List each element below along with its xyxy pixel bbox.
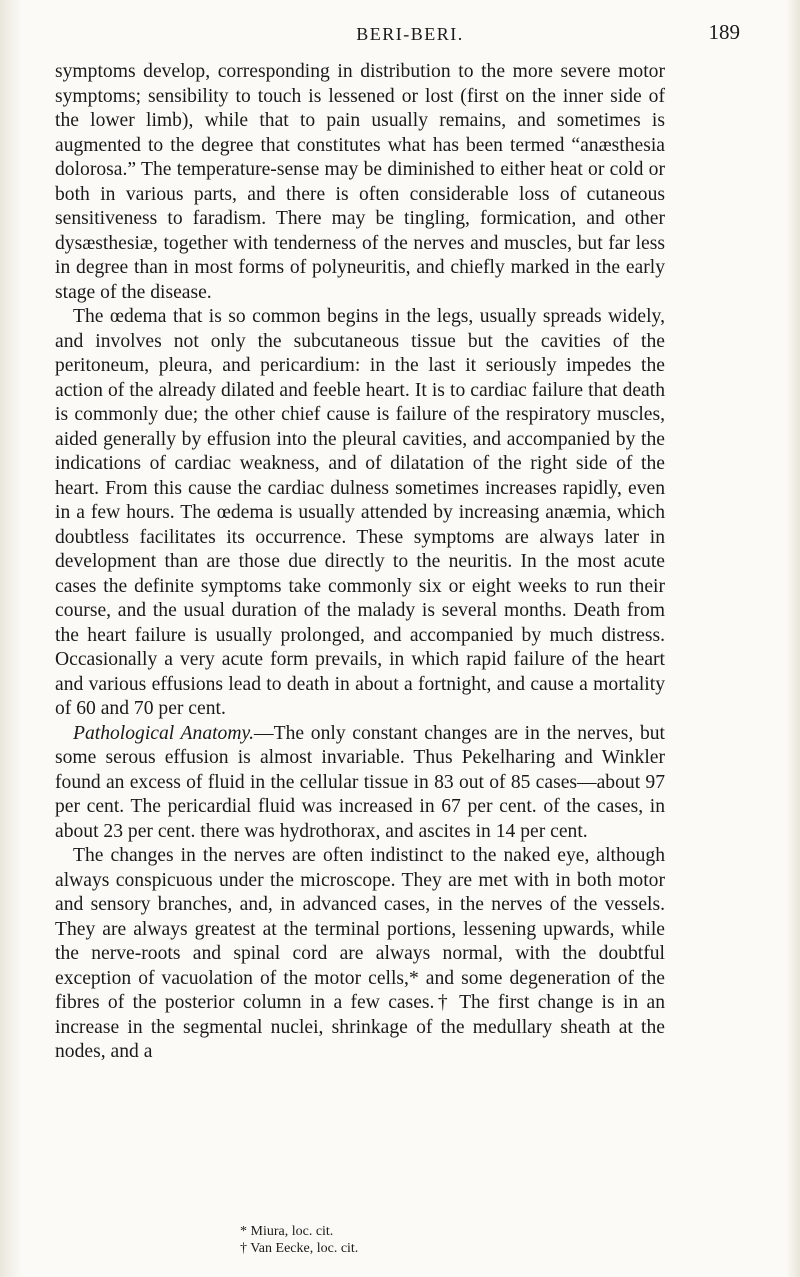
paragraph-text: The changes in the nerves are often indistinct to the naked eye, although always conspicuous under the microscope. They are met with in both motor and sensory branches, and, in advanced cases, in the nerves of the vessels. They are always greatest at the terminal portions, lessening upwards, while the nerve-roots and spinal cord are always normal, with the doubtful exception of vacuolation of the motor cells,* and some degeneration of the fibres of the posterior column in a few cases.† The first change is in an increase in the segmental nuclei, shrinkage of the medullary sheath at the nodes, and a bbox=[55, 845, 665, 1062]
body-text bbox=[55, 60, 665, 1065]
page-number: 189 bbox=[708, 20, 740, 44]
paragraph-pathological-anatomy bbox=[55, 722, 665, 845]
running-head: BERI-BERI. bbox=[356, 24, 464, 44]
paragraph-text: The œdema that is so common begins in the legs, usually spreads widely, and involves not only the subcutaneous tissue but the cavities of the peritoneum, pleura, and pericardium: in the last it seriously impedes the action of the already dilated and feeble heart. It is to cardiac failure that death is commonly due; the other chief cause is failure of the respiratory muscles, aided generally by effusion into the pleural cavities, and accompanied by the indications of cardiac weakness, and of dilatation of the right side of the heart. From this cause the cardiac dulness sometimes increases rapidly, even in a few hours. The œdema is usually attended by increasing anæmia, which doubtless facilitates its occurrence. These symptoms are always later in development than are those due directly to the neuritis. In the most acute cases the definite symptoms take commonly six or eight weeks to run their course, and the usual duration of the malady is several months. Death from the heart failure is usually prolonged, and accompanied by much distress. Occasionally a very acute form prevails, in which rapid failure of the heart and various effusions lead to death in about a fortnight, and cause a mortality of 60 and 70 per cent. bbox=[55, 306, 665, 719]
paragraph-text: —The only constant changes are in the nerves, but some serous effusion is almost invariable. Thus Pekelharing and Winkler found an excess of fluid in the cellular tissue in 83 out of 85 cases—about 97 per cent. The pericardial fluid was increased in 67 per cent. of the cases, in about 23 per cent. there was hydrothorax, and ascites in 14 per cent. bbox=[55, 722, 665, 842]
paragraph-nerve-changes bbox=[55, 844, 665, 1065]
footnote: * Miura, loc. cit. bbox=[240, 1224, 334, 1239]
section-title: Pathological Anatomy. bbox=[73, 722, 255, 744]
footnote: † Van Eecke, loc. cit. bbox=[240, 1241, 359, 1256]
page-header bbox=[60, 16, 760, 56]
page-edge-shadow bbox=[786, 0, 800, 1277]
paragraph-text: symptoms develop, corresponding in distribution to the more severe motor symptoms; sensibility to touch is lessened or lost (first on the inner side of the lower limb), while that to pain usually remains, and sometimes is augmented to the degree that constitutes what has been termed “anæsthesia dolorosa.” The temperature-sense may be diminished to either heat or cold or both in various parts, and there is often considerable loss of cutaneous sensitiveness to faradism. There may be tingling, formication, and other dysæsthesiæ, together with tenderness of the nerves and muscles, but far less in degree than in most forms of polyneuritis, and chiefly marked in the early stage of the disease. bbox=[55, 61, 665, 303]
paragraph-symptoms bbox=[55, 60, 665, 305]
paragraph-oedema bbox=[55, 305, 665, 722]
page-gutter-shadow bbox=[0, 0, 22, 1277]
footnotes bbox=[240, 1223, 540, 1257]
